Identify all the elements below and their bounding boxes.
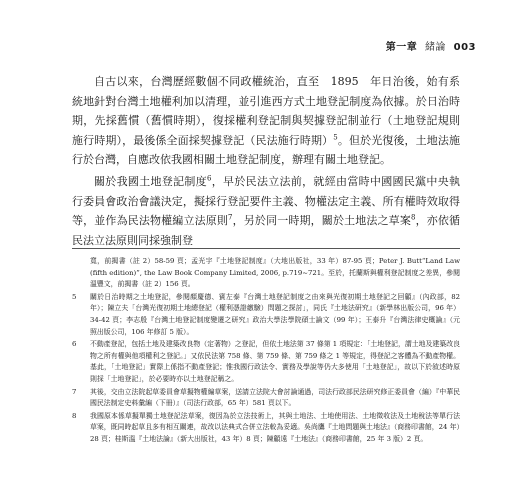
- footnote-text: 寬，前揭書（註 2）58-59 頁；孟光宇『土地登記制度』（大地出版社，33 年）87-95 頁；Peter J. Butt“Land Law (fifth edition)”, the Law Book Company Limited, 2006, p.719~721。至於，托蘭斯與權利登記制度之差異，參閱溫豐文，前揭書（註 2）156 頁。: [90, 257, 460, 289]
- footnote-text: 我國原本係草擬單獨土地登記法草案，復因為於立法技術上，其與土地法、土地使用法、土地徵收法及土地稅法等單行法草案，既同時起草且多有相互關連，故改以法典式合併立法較為妥適。吳尚鷹『土地問題與土地法』（商務印書館，24 年）28 頁；桂斯溫『土地法論』（新大出版社，43 年）8 頁；陳顧遠『土地法』（商務印書館，25 年 3 版）2 頁。: [90, 411, 460, 443]
- footnote-6: [72, 339, 460, 385]
- footnotes-section: [72, 256, 460, 447]
- footnote-number: 8: [72, 411, 77, 420]
- chapter-label: 第一章: [385, 42, 418, 53]
- footnote-text: 其後，交由立法院起草委員會草擬物權編草案，送請立法院大會討論通過，司法行政部民法研究修正委員會（編）『中華民國民法制定史料彙編（下冊）』（司法行政部，65 年）581 頁以下。: [90, 387, 460, 408]
- footnote-number: 7: [72, 387, 77, 396]
- body-paragraph-2: [72, 172, 460, 250]
- footnote-number: 5: [72, 292, 77, 301]
- footnote-number: [72, 256, 90, 291]
- running-header: [382, 38, 476, 53]
- main-body: [72, 72, 460, 252]
- footnote-ref-8: 8: [410, 213, 416, 222]
- footnote-ref-6: 6: [206, 174, 212, 183]
- footnote-continued: [72, 256, 460, 291]
- paragraph-2-text-cont3: ，亦依循民法立法原則同採強制登: [72, 214, 461, 247]
- body-paragraph-1: [72, 72, 460, 170]
- footnote-8: [72, 411, 460, 446]
- section-title: 緒論: [424, 42, 446, 53]
- paragraph-2-text-cont2: ，另於同一時期，關於土地法之草案: [232, 214, 411, 228]
- paragraph-1-text: 自古以來，台灣歷經數個不同政權統治，直至 1895 年日治後，始有系統地針對台灣土地權利加以清理，並引進西方式土地登記制度為依據。於日治時期，先採舊慣（舊慣時期），復採權利登記制與契據登記制並行（土地登記規則施行時期），最後係全面採契據登記（民法施行時期）: [72, 75, 460, 147]
- paragraph-2-text: 關於我國土地登記制度: [94, 174, 207, 188]
- footnote-7: [72, 387, 460, 410]
- page-number: 003: [453, 42, 476, 53]
- footnote-ref-7: 7: [228, 213, 233, 222]
- footnote-text: 不動產登記，包括土地及建築改良物（定著物）之登記，但依土地法第 37 條第 1 項規定：「土地登記，謂土地及建築改良物之所有權與他項權利之登記。」又依民法第 758 條、第 759 條、第 759 條之 1 等規定，得登記之客體為不動產物權。基此，「土地登記」實際上係指不動產登記；惟我國行政法令、實務及學說等仍大多使用「土地登記」，故以下於敘述時原則採「土地登記」，於必要時亦以土地登記稱之。: [90, 340, 460, 383]
- footnote-number: 6: [72, 340, 77, 349]
- paragraph-1-text-cont: 。但於光復後，土地法施行於台灣，自應改依我國相關土地登記制度，辦理有關土地登記。: [72, 133, 461, 167]
- footnote-ref-5: 5: [333, 133, 338, 142]
- paragraph-2-text-cont: ，早於民法立法前，就經由當時中國國民黨中央執行委員會政治會議決定，擬採行登記要件主義、物權法定主義、所有權時效取得等，並作為民法物權編立法原則: [72, 174, 461, 228]
- footnote-divider: [72, 248, 460, 249]
- footnote-text: 關於日治時期之土地登記，參閱顏慶德、賓左泰『台灣土地登記制度之由來與光復初期土地登記之回顧』（內政部，82 年）；陳立夫「台灣光復初期土地總登記（權利憑證繳驗）問題之探討」，同氏『土地法研究』（新學林出版公司，96 年）34-42 頁；李志殷『台灣土地登記制度變遷之研究』政治大學法學院碩士論文（99 年）；王泰升『台灣法律史概論』（元照出版公司，106 年修訂 5 版）。: [90, 292, 460, 336]
- footnote-5: [72, 292, 460, 338]
